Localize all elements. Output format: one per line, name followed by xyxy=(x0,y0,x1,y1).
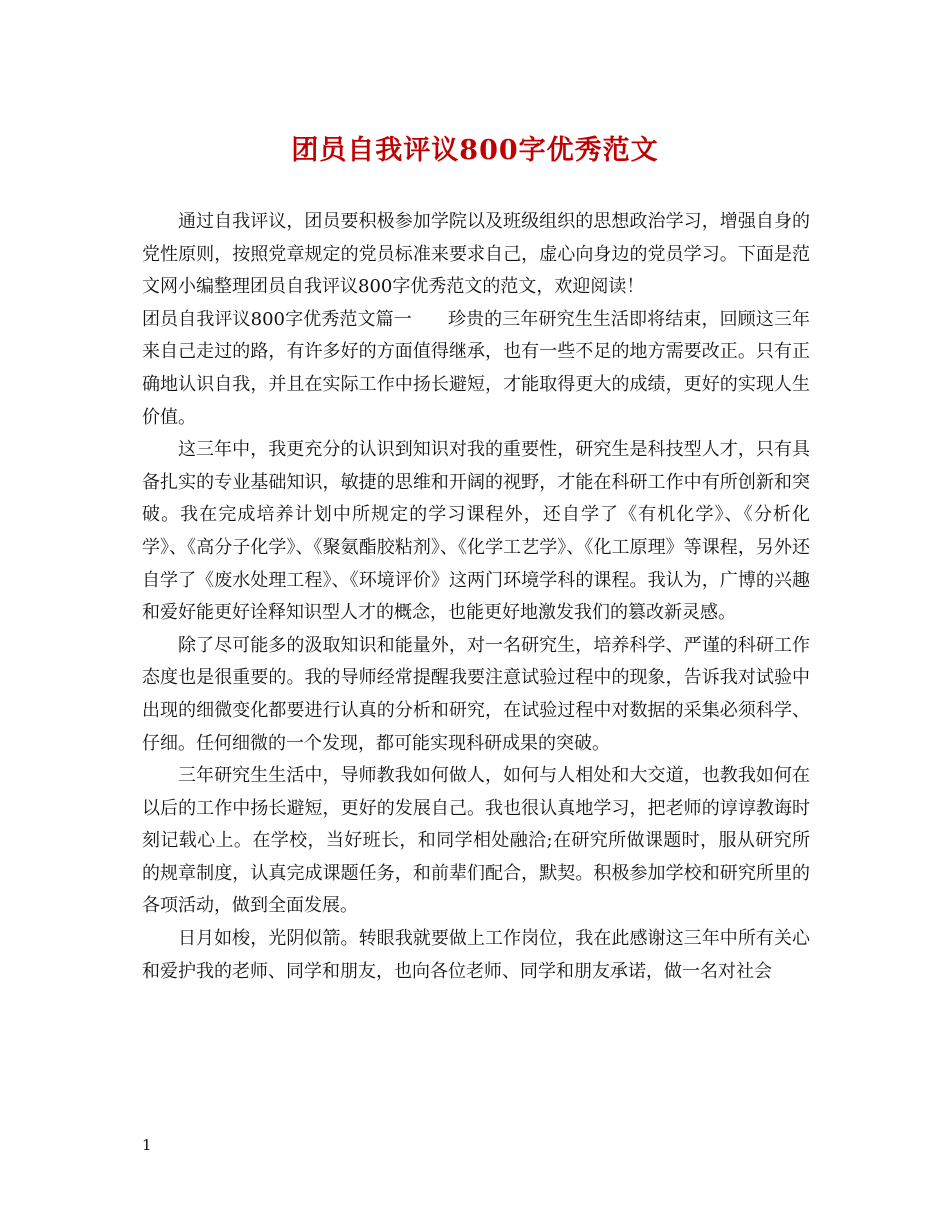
section-heading: 团员自我评议800字优秀范文篇一 xyxy=(142,308,412,330)
section-first-text: 珍贵的三年研究生生活即将结束，回顾这三年来自己走过的路，有许多好的方面值得继承，也有一些不足的地方需要改正。只有正确地认识自我，并且在实际工作中扬长避短，才能取得更大的成绩，更好的实现人生价值。 xyxy=(142,308,810,428)
section-first-paragraph xyxy=(142,304,810,434)
body-paragraph: 三年研究生生活中，导师教我如何做人，如何与人相处和大交道，也教我如何在以后的工作中扬长避短，更好的发展自己。我也很认真地学习，把老师的谆谆教诲时刻记载心上。在学校，当好班长，和同学相处融洽;在研究所做课题时，服从研究所的规章制度，认真完成课题任务，和前辈们配合，默契。积极参加学校和研究所里的各项活动，做到全面发展。 xyxy=(142,765,810,917)
document-body xyxy=(142,206,810,988)
body-paragraph: 这三年中，我更充分的认识到知识对我的重要性，研究生是科技型人才，只有具备扎实的专业基础知识，敏捷的思维和开阔的视野，才能在科研工作中有所创新和突破。我在完成培养计划中所规定的学习课程外，还自学了《有机化学》、《分析化学》、《高分子化学》、《聚氨酯胶粘剂》、《化学工艺学》、《化工原理》等课程，另外还自学了《废水处理工程》、《环境评价》这两门环境学科的课程。我认为，广博的兴趣和爱好能更好诠释知识型人才的概念，也能更好地激发我们的篡改新灵感。 xyxy=(142,439,810,624)
intro-paragraph: 通过自我评议，团员要积极参加学院以及班级组织的思想政治学习，增强自身的党性原则，按照党章规定的党员标准来要求自己，虚心向身边的党员学习。下面是范文网小编整理团员自我评议800字优秀范文的范文，欢迎阅读！ xyxy=(142,211,810,298)
body-paragraph: 日月如梭，光阴似箭。转眼我就要做上工作岗位，我在此感谢这三年中所有关心和爱护我的老师、同学和朋友，也向各位老师、同学和朋友承诺，做一名对社会 xyxy=(142,928,810,982)
document-title: 团员自我评议800字优秀范文 xyxy=(291,135,659,166)
page-number: 1 xyxy=(142,1136,152,1154)
body-paragraph: 除了尽可能多的汲取知识和能量外，对一名研究生，培养科学、严谨的科研工作态度也是很重要的。我的导师经常提醒我要注意试验过程中的现象，告诉我对试验中出现的细微变化都要进行认真的分析和研究，在试验过程中对数据的采集必须科学、仔细。任何细微的一个发现，都可能实现科研成果的突破。 xyxy=(142,634,810,754)
